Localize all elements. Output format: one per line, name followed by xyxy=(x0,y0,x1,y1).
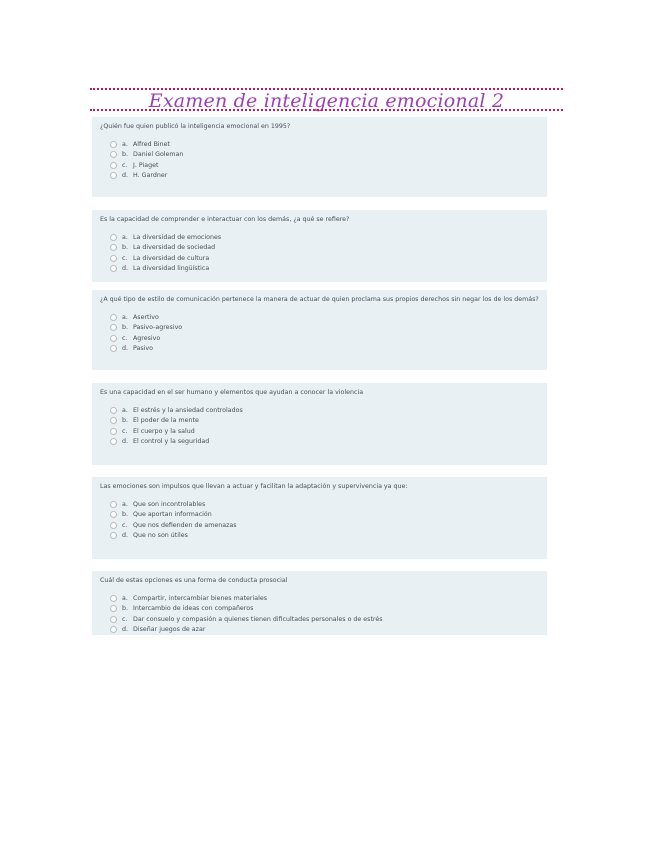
option-letter: c. xyxy=(122,615,128,623)
answer-option[interactable] xyxy=(100,333,539,344)
option-letter: a. xyxy=(122,500,128,508)
option-label: La diversidad lingüística xyxy=(133,265,210,273)
option-label: La diversidad de sociedad xyxy=(133,244,216,252)
radio-button[interactable] xyxy=(110,438,117,445)
option-letter: d. xyxy=(122,172,128,180)
option-label: El poder de la mente xyxy=(133,417,199,425)
option-letter: b. xyxy=(122,417,128,425)
question-text: ¿A qué tipo de estilo de comunicación pertenece la manera de actuar de quien proclama sus propios derechos sin negar los de los demás? xyxy=(100,296,539,303)
answer-option[interactable] xyxy=(100,160,539,171)
answer-option[interactable] xyxy=(100,614,539,625)
question-card-5 xyxy=(92,477,547,559)
answer-option[interactable] xyxy=(100,531,539,542)
option-letter: b. xyxy=(122,605,128,613)
answer-option[interactable] xyxy=(100,171,539,182)
radio-button[interactable] xyxy=(110,501,117,508)
option-letter: b. xyxy=(122,511,128,519)
radio-button[interactable] xyxy=(110,255,117,262)
option-label: El cuerpo y la salud xyxy=(133,427,195,435)
page-title: Examen de inteligencia emocional 2 xyxy=(148,90,505,112)
radio-button[interactable] xyxy=(110,511,117,518)
radio-button[interactable] xyxy=(110,265,117,272)
question-text: Las emociones son impulsos que llevan a actuar y facilitan la adaptación y supervivencia ya que: xyxy=(100,483,408,490)
option-letter: d. xyxy=(122,532,128,540)
option-letter: a. xyxy=(122,313,128,321)
answer-option[interactable] xyxy=(100,323,539,334)
answer-option[interactable] xyxy=(100,520,539,531)
question-card-3 xyxy=(92,290,547,370)
radio-button[interactable] xyxy=(110,244,117,251)
question-card-6 xyxy=(92,571,547,635)
option-label: Pasivo-agresivo xyxy=(133,324,183,332)
question-text: ¿Quién fue quien publicó la inteligencia emocional en 1995? xyxy=(100,123,291,130)
option-letter: d. xyxy=(122,345,128,353)
option-label: El estrés y la ansiedad controlados xyxy=(133,406,243,414)
option-letter: a. xyxy=(122,233,128,241)
question-text: Cuál de estas opciones es una forma de conducta prosocial xyxy=(100,577,288,584)
option-label: Alfred Binet xyxy=(133,140,171,148)
option-label: H. Gardner xyxy=(133,172,168,180)
radio-button[interactable] xyxy=(110,162,117,169)
radio-button[interactable] xyxy=(110,616,117,623)
radio-button[interactable] xyxy=(110,595,117,602)
option-letter: b. xyxy=(122,324,128,332)
radio-button[interactable] xyxy=(110,314,117,321)
answer-option[interactable] xyxy=(100,426,539,437)
option-label: La diversidad de emociones xyxy=(133,233,222,241)
radio-button[interactable] xyxy=(110,141,117,148)
option-label: Asertivo xyxy=(133,313,159,321)
answer-option[interactable] xyxy=(100,499,539,510)
option-letter: a. xyxy=(122,140,128,148)
answer-option[interactable] xyxy=(100,625,539,636)
option-letter: b. xyxy=(122,151,128,159)
radio-button[interactable] xyxy=(110,407,117,414)
question-card-2 xyxy=(92,210,547,282)
answer-option[interactable] xyxy=(100,405,539,416)
option-label: Compartir, intercambiar bienes materiales xyxy=(133,594,268,602)
question-card-4 xyxy=(92,383,547,465)
radio-button[interactable] xyxy=(110,522,117,529)
radio-button[interactable] xyxy=(110,151,117,158)
option-letter: d. xyxy=(122,265,128,273)
radio-button[interactable] xyxy=(110,417,117,424)
answer-option[interactable] xyxy=(100,593,539,604)
answer-option[interactable] xyxy=(100,253,539,264)
answer-option[interactable] xyxy=(100,150,539,161)
option-letter: d. xyxy=(122,438,128,446)
option-label: Diseñar juegos de azar xyxy=(133,626,206,634)
option-letter: c. xyxy=(122,254,128,262)
option-label: Agresivo xyxy=(133,334,161,342)
option-label: Pasivo xyxy=(133,345,153,353)
question-text: Es una capacidad en el ser humano y elementos que ayudan a conocer la violencia xyxy=(100,389,364,396)
option-label: Que aportan información xyxy=(133,511,212,519)
question-card-1 xyxy=(92,117,547,197)
option-label: Daniel Goleman xyxy=(133,151,184,159)
radio-button[interactable] xyxy=(110,335,117,342)
option-letter: c. xyxy=(122,521,128,529)
radio-button[interactable] xyxy=(110,626,117,633)
option-label: Intercambio de ideas con compañeros xyxy=(133,605,254,613)
answer-option[interactable] xyxy=(100,416,539,427)
answer-option[interactable] xyxy=(100,510,539,521)
radio-button[interactable] xyxy=(110,532,117,539)
question-text: Es la capacidad de comprender e interactuar con los demás, ¿a qué se refiere? xyxy=(100,216,350,223)
radio-button[interactable] xyxy=(110,428,117,435)
radio-button[interactable] xyxy=(110,172,117,179)
option-label: Dar consuelo y compasión a quienes tienen dificultades personales o de estrés xyxy=(133,615,383,623)
option-letter: a. xyxy=(122,406,128,414)
radio-button[interactable] xyxy=(110,324,117,331)
option-letter: b. xyxy=(122,244,128,252)
answer-option[interactable] xyxy=(100,437,539,448)
option-letter: c. xyxy=(122,427,128,435)
answer-option[interactable] xyxy=(100,243,539,254)
option-label: Que nos defienden de amenazas xyxy=(133,521,237,529)
answer-option[interactable] xyxy=(100,139,539,150)
answer-option[interactable] xyxy=(100,264,539,275)
option-letter: c. xyxy=(122,334,128,342)
option-letter: a. xyxy=(122,594,128,602)
title-bottom-rule xyxy=(90,109,563,111)
answer-option[interactable] xyxy=(100,232,539,243)
option-letter: d. xyxy=(122,626,128,634)
radio-button[interactable] xyxy=(110,605,117,612)
option-label: La diversidad de cultura xyxy=(133,254,210,262)
option-label: Que no son útiles xyxy=(133,532,188,540)
option-label: Que son incontrolables xyxy=(133,500,206,508)
answer-option[interactable] xyxy=(100,604,539,615)
radio-button[interactable] xyxy=(110,345,117,352)
option-label: El control y la seguridad xyxy=(133,438,210,446)
answer-option[interactable] xyxy=(100,312,539,323)
answer-option[interactable] xyxy=(100,344,539,355)
option-label: J. Piaget xyxy=(133,161,159,169)
option-letter: c. xyxy=(122,161,128,169)
radio-button[interactable] xyxy=(110,234,117,241)
